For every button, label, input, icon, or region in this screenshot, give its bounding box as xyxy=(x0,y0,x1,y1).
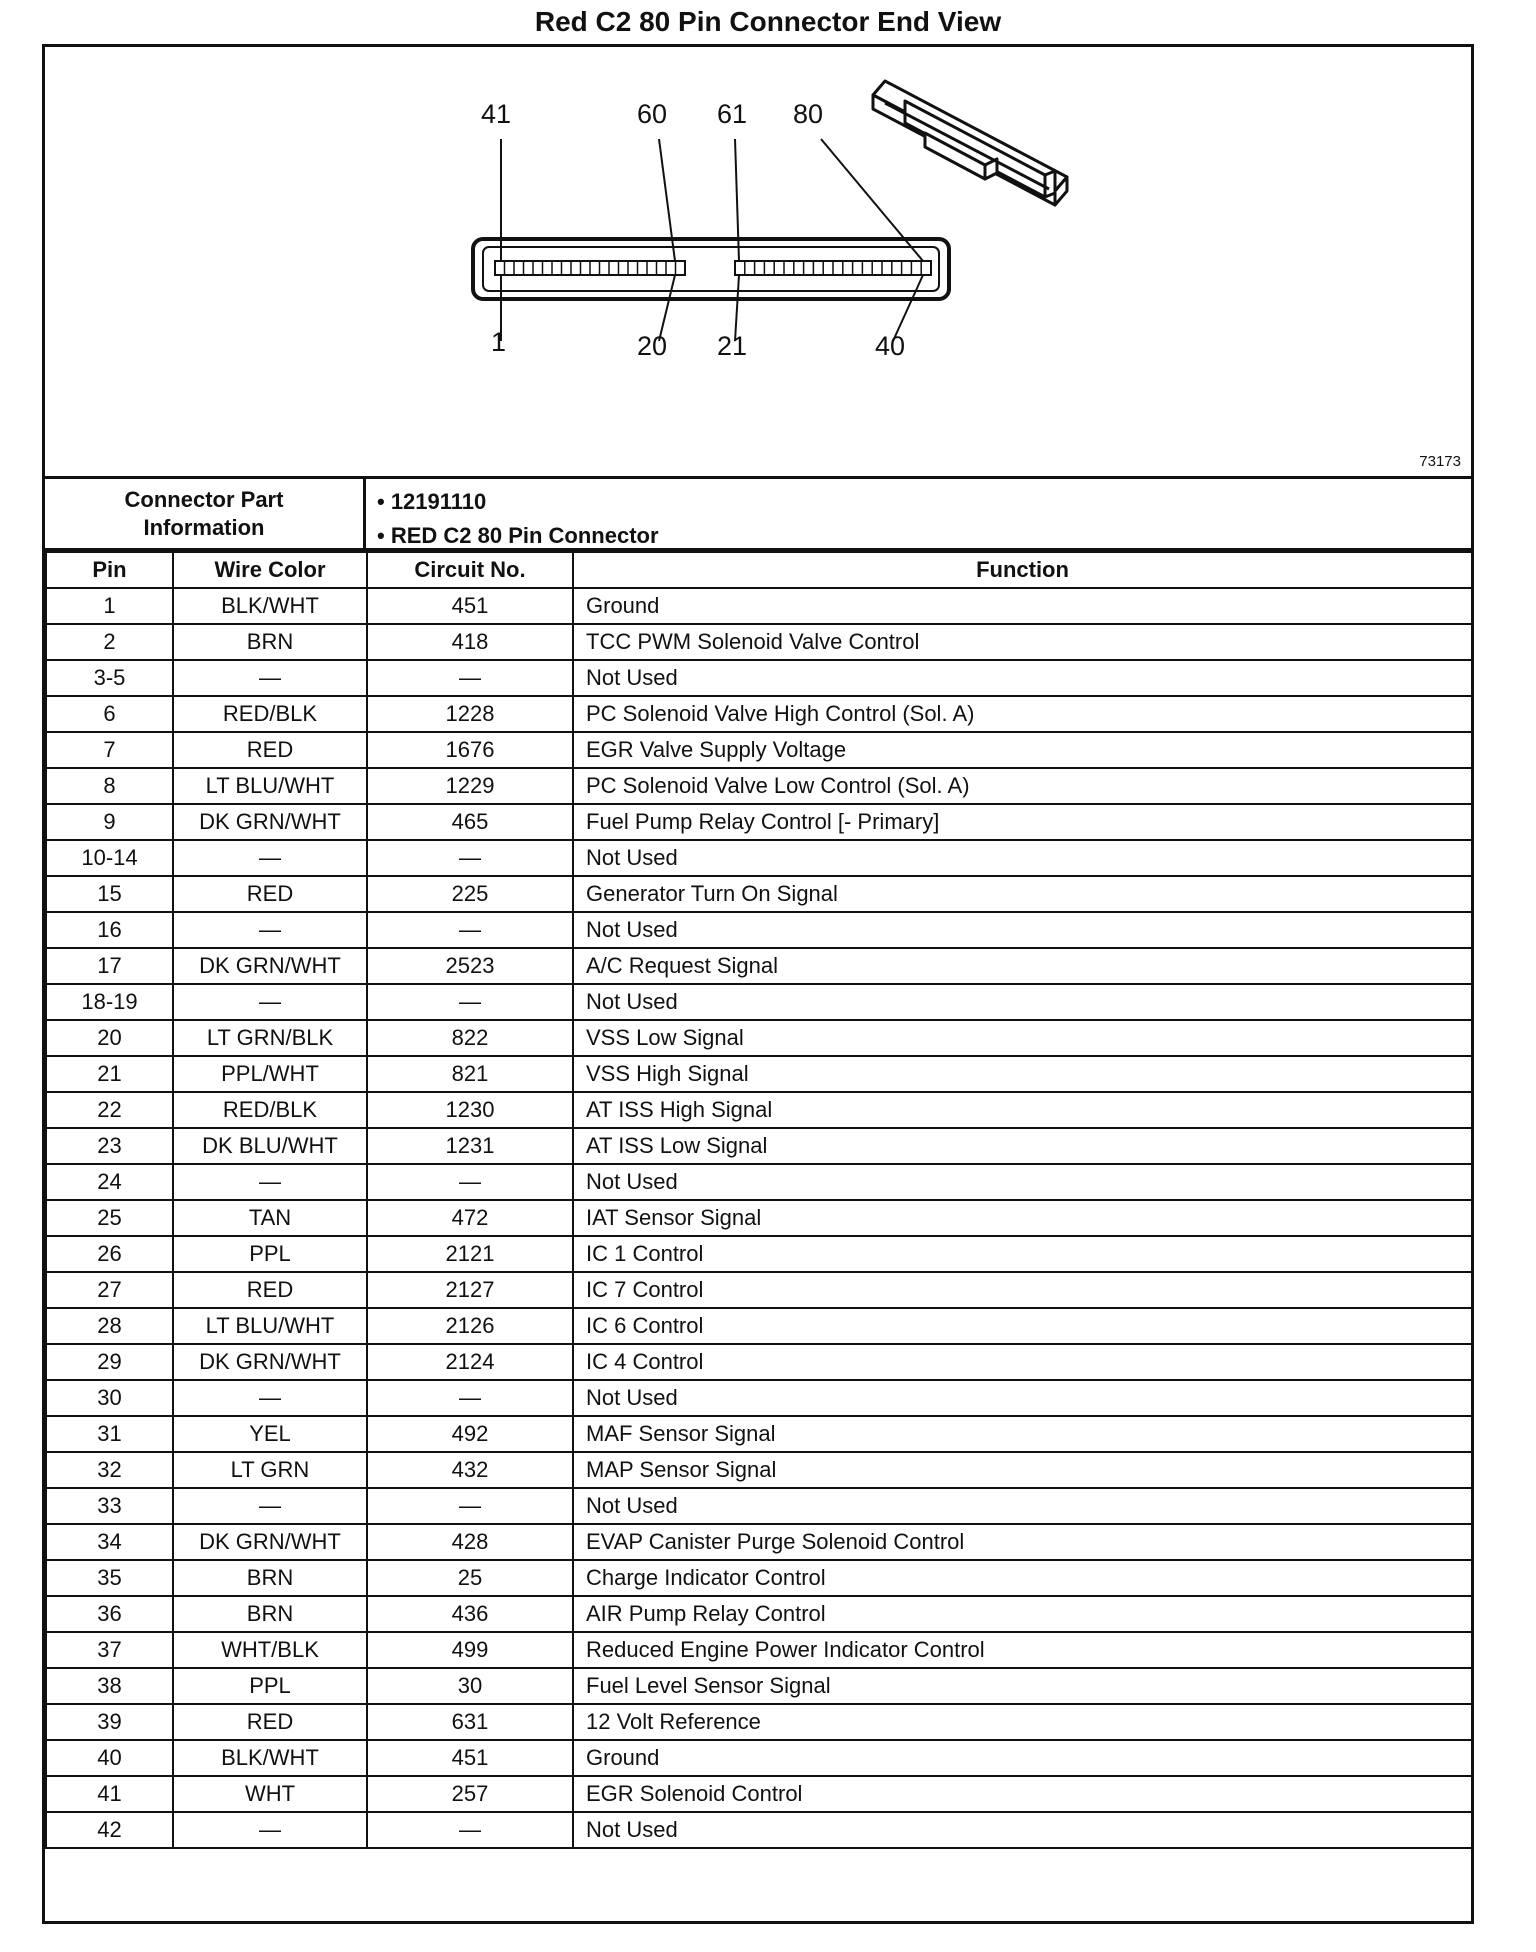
function-cell: IC 1 Control xyxy=(573,1236,1472,1272)
function-cell: Not Used xyxy=(573,1380,1472,1416)
wire-color-cell: TAN xyxy=(173,1200,367,1236)
circuit-no-cell: — xyxy=(367,984,573,1020)
wire-color-cell: LT GRN xyxy=(173,1452,367,1488)
pin-cell: 34 xyxy=(46,1524,173,1560)
connector-part-info xyxy=(45,479,1471,551)
table-row xyxy=(46,948,1472,984)
pin-cell: 20 xyxy=(46,1020,173,1056)
table-row xyxy=(46,912,1472,948)
figure-id: 73173 xyxy=(1419,453,1461,470)
table-row xyxy=(46,732,1472,768)
pin-cell: 8 xyxy=(46,768,173,804)
table-row xyxy=(46,1596,1472,1632)
table-row xyxy=(46,1164,1472,1200)
circuit-no-cell: 2124 xyxy=(367,1344,573,1380)
wire-color-cell: BLK/WHT xyxy=(173,588,367,624)
wire-color-cell: PPL xyxy=(173,1236,367,1272)
function-cell: AT ISS High Signal xyxy=(573,1092,1472,1128)
circuit-no-cell: 1230 xyxy=(367,1092,573,1128)
wire-color-cell: DK GRN/WHT xyxy=(173,1524,367,1560)
pin-cell: 1 xyxy=(46,588,173,624)
wire-color-cell: RED/BLK xyxy=(173,1092,367,1128)
function-cell: IC 7 Control xyxy=(573,1272,1472,1308)
circuit-no-cell: 822 xyxy=(367,1020,573,1056)
table-row xyxy=(46,1200,1472,1236)
pin-cell: 35 xyxy=(46,1560,173,1596)
wire-color-cell: — xyxy=(173,912,367,948)
circuit-no-cell: 257 xyxy=(367,1776,573,1812)
circuit-no-cell: 436 xyxy=(367,1596,573,1632)
function-cell: Not Used xyxy=(573,1164,1472,1200)
function-cell: Not Used xyxy=(573,912,1472,948)
pin-cell: 25 xyxy=(46,1200,173,1236)
pin-cell: 26 xyxy=(46,1236,173,1272)
pin-cell: 16 xyxy=(46,912,173,948)
pin-cell: 3-5 xyxy=(46,660,173,696)
info-label xyxy=(45,479,366,548)
table-row xyxy=(46,1668,1472,1704)
function-cell: AT ISS Low Signal xyxy=(573,1128,1472,1164)
wire-color-cell: LT BLU/WHT xyxy=(173,1308,367,1344)
function-cell: PC Solenoid Valve High Control (Sol. A) xyxy=(573,696,1472,732)
pin-cell: 37 xyxy=(46,1632,173,1668)
wire-color-cell: RED/BLK xyxy=(173,696,367,732)
connector-sheet xyxy=(42,44,1474,1924)
pin-cell: 6 xyxy=(46,696,173,732)
wire-color-cell: BRN xyxy=(173,624,367,660)
pin-cell: 36 xyxy=(46,1596,173,1632)
circuit-no-cell: — xyxy=(367,840,573,876)
pin-cell: 2 xyxy=(46,624,173,660)
function-cell: Ground xyxy=(573,1740,1472,1776)
table-row xyxy=(46,1488,1472,1524)
table-header-row xyxy=(46,552,1472,588)
circuit-no-cell: 30 xyxy=(367,1668,573,1704)
pins-left xyxy=(495,261,685,275)
wire-color-cell: BRN xyxy=(173,1560,367,1596)
pin-cell: 22 xyxy=(46,1092,173,1128)
wire-color-cell: — xyxy=(173,1488,367,1524)
wire-color-cell: DK GRN/WHT xyxy=(173,804,367,840)
connector-description: • RED C2 80 Pin Connector xyxy=(377,523,659,548)
circuit-no-cell: 25 xyxy=(367,1560,573,1596)
table-row xyxy=(46,1740,1472,1776)
pin-label-1: 1 xyxy=(491,327,507,357)
wire-color-cell: — xyxy=(173,840,367,876)
header-wire-color: Wire Color xyxy=(173,552,367,588)
pin-cell: 32 xyxy=(46,1452,173,1488)
function-cell: EVAP Canister Purge Solenoid Control xyxy=(573,1524,1472,1560)
function-cell: IAT Sensor Signal xyxy=(573,1200,1472,1236)
function-cell: MAF Sensor Signal xyxy=(573,1416,1472,1452)
table-row xyxy=(46,1344,1472,1380)
wire-color-cell: RED xyxy=(173,1272,367,1308)
wire-color-cell: RED xyxy=(173,1704,367,1740)
pins-right xyxy=(735,261,931,275)
header-function: Function xyxy=(573,552,1472,588)
table-row xyxy=(46,1416,1472,1452)
table-row xyxy=(46,1524,1472,1560)
wire-color-cell: LT GRN/BLK xyxy=(173,1020,367,1056)
pinout-table xyxy=(45,551,1473,1849)
function-cell: Reduced Engine Power Indicator Control xyxy=(573,1632,1472,1668)
function-cell: Not Used xyxy=(573,660,1472,696)
table-row xyxy=(46,696,1472,732)
page-title: Red C2 80 Pin Connector End View xyxy=(534,6,1002,37)
circuit-no-cell: 492 xyxy=(367,1416,573,1452)
pin-cell: 10-14 xyxy=(46,840,173,876)
pin-cell: 17 xyxy=(46,948,173,984)
circuit-no-cell: 2523 xyxy=(367,948,573,984)
function-cell: EGR Solenoid Control xyxy=(573,1776,1472,1812)
circuit-no-cell: 432 xyxy=(367,1452,573,1488)
table-row xyxy=(46,768,1472,804)
pin-cell: 31 xyxy=(46,1416,173,1452)
pin-cell: 29 xyxy=(46,1344,173,1380)
pin-cell: 23 xyxy=(46,1128,173,1164)
function-cell: Not Used xyxy=(573,1488,1472,1524)
wire-color-cell: BRN xyxy=(173,1596,367,1632)
function-cell: Generator Turn On Signal xyxy=(573,876,1472,912)
pin-cell: 38 xyxy=(46,1668,173,1704)
connector-diagram xyxy=(45,47,1471,479)
wire-color-cell: — xyxy=(173,984,367,1020)
function-cell: AIR Pump Relay Control xyxy=(573,1596,1472,1632)
table-row xyxy=(46,1308,1472,1344)
wire-color-cell: DK GRN/WHT xyxy=(173,948,367,984)
circuit-no-cell: 2127 xyxy=(367,1272,573,1308)
wire-color-cell: PPL xyxy=(173,1668,367,1704)
circuit-no-cell: 1231 xyxy=(367,1128,573,1164)
table-row xyxy=(46,1380,1472,1416)
pin-cell: 24 xyxy=(46,1164,173,1200)
circuit-no-cell: 2126 xyxy=(367,1308,573,1344)
circuit-no-cell: 1228 xyxy=(367,696,573,732)
table-row xyxy=(46,1236,1472,1272)
circuit-no-cell: 631 xyxy=(367,1704,573,1740)
table-row xyxy=(46,1452,1472,1488)
circuit-no-cell: 225 xyxy=(367,876,573,912)
function-cell: 12 Volt Reference xyxy=(573,1704,1472,1740)
table-row xyxy=(46,876,1472,912)
table-row xyxy=(46,588,1472,624)
pin-cell: 15 xyxy=(46,876,173,912)
function-cell: IC 4 Control xyxy=(573,1344,1472,1380)
connector-drawing xyxy=(45,47,1471,479)
table-row xyxy=(46,1128,1472,1164)
pin-label-20: 20 xyxy=(637,331,668,361)
circuit-no-cell: 1676 xyxy=(367,732,573,768)
pin-cell: 40 xyxy=(46,1740,173,1776)
header-pin: Pin xyxy=(46,552,173,588)
function-cell: Not Used xyxy=(573,840,1472,876)
wire-color-cell: WHT xyxy=(173,1776,367,1812)
pin-cell: 7 xyxy=(46,732,173,768)
circuit-no-cell: 465 xyxy=(367,804,573,840)
pin-label-40: 40 xyxy=(875,331,906,361)
circuit-no-cell: 418 xyxy=(367,624,573,660)
circuit-no-cell: 428 xyxy=(367,1524,573,1560)
circuit-no-cell: 472 xyxy=(367,1200,573,1236)
connector-iso-view xyxy=(873,81,1067,205)
pin-cell: 21 xyxy=(46,1056,173,1092)
pin-label-41: 41 xyxy=(481,99,512,129)
pin-cell: 42 xyxy=(46,1812,173,1848)
function-cell: Ground xyxy=(573,588,1472,624)
circuit-no-cell: 821 xyxy=(367,1056,573,1092)
function-cell: Fuel Pump Relay Control [- Primary] xyxy=(573,804,1472,840)
wire-color-cell: BLK/WHT xyxy=(173,1740,367,1776)
pin-label-80: 80 xyxy=(793,99,824,129)
wire-color-cell: — xyxy=(173,1380,367,1416)
pin-cell: 9 xyxy=(46,804,173,840)
table-row xyxy=(46,1812,1472,1848)
wire-color-cell: — xyxy=(173,1812,367,1848)
table-row xyxy=(46,804,1472,840)
circuit-no-cell: 1229 xyxy=(367,768,573,804)
function-cell: Not Used xyxy=(573,1812,1472,1848)
circuit-no-cell: — xyxy=(367,660,573,696)
circuit-no-cell: 499 xyxy=(367,1632,573,1668)
wire-color-cell: RED xyxy=(173,876,367,912)
function-cell: A/C Request Signal xyxy=(573,948,1472,984)
wire-color-cell: — xyxy=(173,660,367,696)
table-row xyxy=(46,1776,1472,1812)
table-row xyxy=(46,1272,1472,1308)
function-cell: TCC PWM Solenoid Valve Control xyxy=(573,624,1472,660)
pin-label-21: 21 xyxy=(717,331,748,361)
pin-cell: 28 xyxy=(46,1308,173,1344)
pin-cell: 39 xyxy=(46,1704,173,1740)
pin-cell: 18-19 xyxy=(46,984,173,1020)
function-cell: IC 6 Control xyxy=(573,1308,1472,1344)
table-row xyxy=(46,624,1472,660)
wire-color-cell: — xyxy=(173,1164,367,1200)
pin-label-60: 60 xyxy=(637,99,668,129)
pin-cell: 27 xyxy=(46,1272,173,1308)
table-row xyxy=(46,984,1472,1020)
wire-color-cell: PPL/WHT xyxy=(173,1056,367,1092)
circuit-no-cell: — xyxy=(367,1380,573,1416)
table-row xyxy=(46,1056,1472,1092)
circuit-no-cell: — xyxy=(367,1488,573,1524)
circuit-no-cell: 2121 xyxy=(367,1236,573,1272)
function-cell: EGR Valve Supply Voltage xyxy=(573,732,1472,768)
function-cell: VSS Low Signal xyxy=(573,1020,1472,1056)
info-label-line2: Information xyxy=(143,514,265,540)
wire-color-cell: DK GRN/WHT xyxy=(173,1344,367,1380)
info-label-line1: Connector Part xyxy=(124,486,284,512)
circuit-no-cell: 451 xyxy=(367,1740,573,1776)
table-row xyxy=(46,1560,1472,1596)
circuit-no-cell: — xyxy=(367,1164,573,1200)
pin-label-61: 61 xyxy=(717,99,748,129)
part-number: • 12191110 xyxy=(377,489,487,514)
wire-color-cell: RED xyxy=(173,732,367,768)
table-row xyxy=(46,1020,1472,1056)
pin-cell: 30 xyxy=(46,1380,173,1416)
circuit-no-cell: — xyxy=(367,1812,573,1848)
circuit-no-cell: — xyxy=(367,912,573,948)
table-row xyxy=(46,1632,1472,1668)
table-row xyxy=(46,840,1472,876)
wire-color-cell: YEL xyxy=(173,1416,367,1452)
table-row xyxy=(46,1704,1472,1740)
info-values xyxy=(377,485,659,553)
table-row xyxy=(46,660,1472,696)
header-circuit-no: Circuit No. xyxy=(367,552,573,588)
circuit-no-cell: 451 xyxy=(367,588,573,624)
pin-cell: 33 xyxy=(46,1488,173,1524)
function-cell: Charge Indicator Control xyxy=(573,1560,1472,1596)
pin-cell: 41 xyxy=(46,1776,173,1812)
function-cell: Not Used xyxy=(573,984,1472,1020)
function-cell: PC Solenoid Valve Low Control (Sol. A) xyxy=(573,768,1472,804)
wire-color-cell: LT BLU/WHT xyxy=(173,768,367,804)
table-row xyxy=(46,1092,1472,1128)
wire-color-cell: WHT/BLK xyxy=(173,1632,367,1668)
function-cell: MAP Sensor Signal xyxy=(573,1452,1472,1488)
function-cell: VSS High Signal xyxy=(573,1056,1472,1092)
function-cell: Fuel Level Sensor Signal xyxy=(573,1668,1472,1704)
wire-color-cell: DK BLU/WHT xyxy=(173,1128,367,1164)
